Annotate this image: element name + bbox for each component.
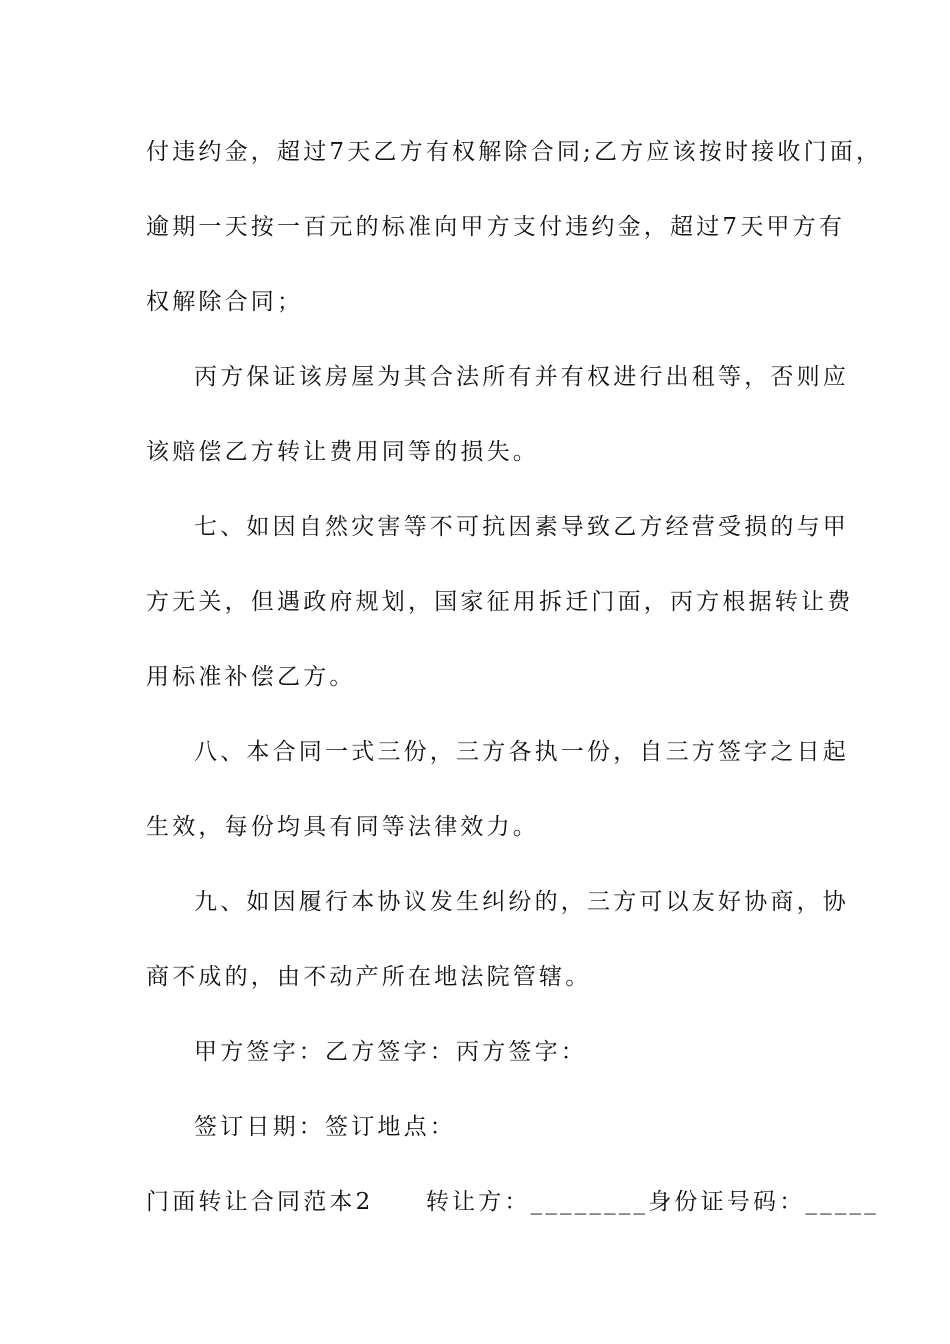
paragraph-line: 七、如因自然灾害等不可抗因素导致乙方经营受损的与甲	[194, 514, 849, 540]
paragraph-line: 付违约金，超过7天乙方有权解除合同;乙方应该按时接收门面，	[146, 139, 883, 165]
paragraph-line: 逾期一天按一百元的标准向甲方支付违约金，超过7天甲方有	[146, 214, 846, 240]
paragraph-line: 该赔偿乙方转让费用同等的损失。	[146, 439, 539, 465]
paragraph-line: 用标准补偿乙方。	[146, 664, 356, 690]
paragraph-line: 丙方保证该房屋为其合法所有并有权进行出租等，否则应	[194, 364, 849, 390]
paragraph-line: 方无关，但遇政府规划，国家征用拆迁门面，丙方根据转让费	[146, 589, 854, 615]
date-place-line: 签订日期：签订地点：	[194, 1114, 456, 1140]
paragraph-line: 八、本合同一式三份，三方各执一份，自三方签字之日起	[194, 739, 849, 765]
paragraph-line: 九、如因履行本协议发生纠纷的，三方可以友好协商，协	[194, 889, 849, 915]
paragraph-line: 权解除合同；	[146, 289, 304, 315]
paragraph-line: 生效，每份均具有同等法律效力。	[146, 814, 539, 840]
signature-line: 甲方签字：乙方签字：丙方签字：	[194, 1039, 587, 1065]
paragraph-line: 商不成的，由不动产所在地法院管辖。	[146, 964, 592, 990]
next-contract-heading: 门面转让合同范本2 转让方：________身份证号码：_____	[146, 1189, 879, 1215]
